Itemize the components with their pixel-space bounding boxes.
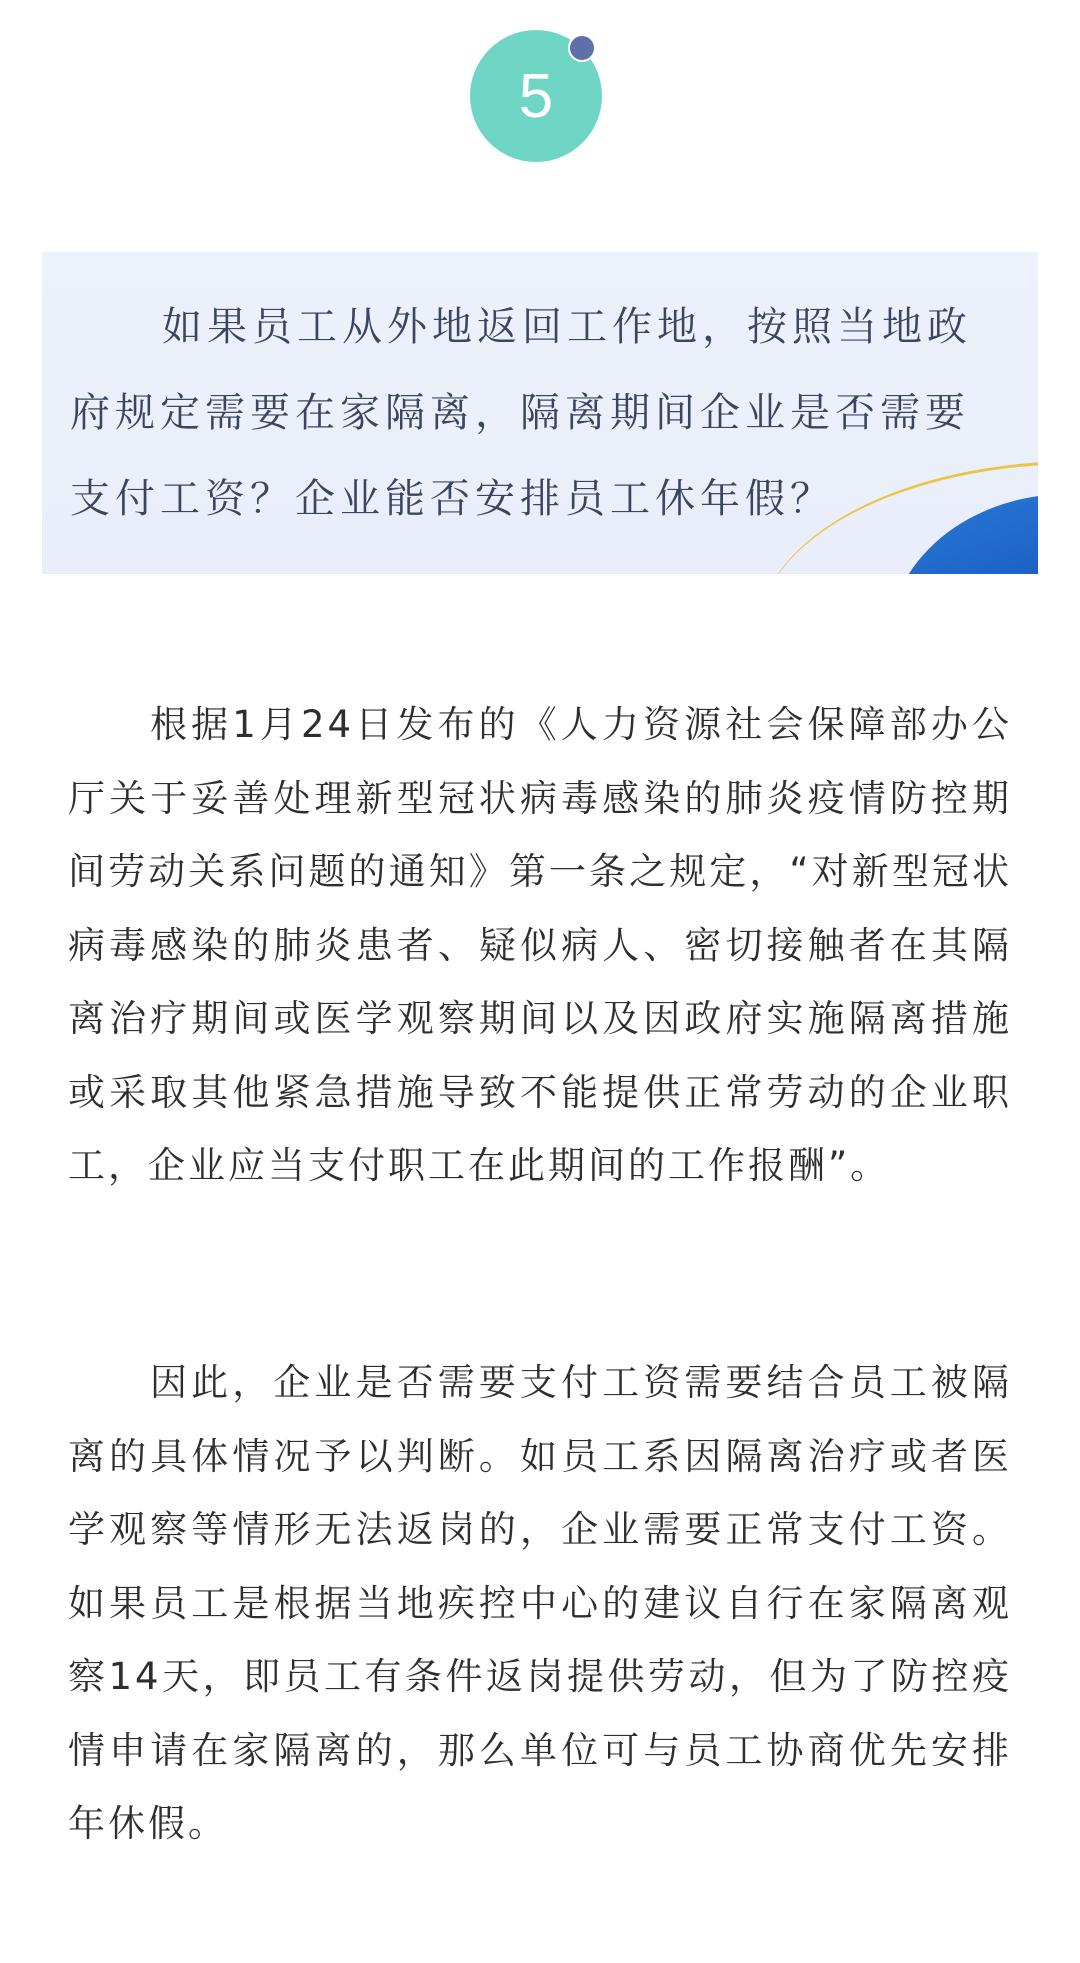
question-text: 如果员工从外地返回工作地，按照当地政府规定需要在家隔离，隔离期间企业是否需要支付工资？企业能否安排员工休年假？: [70, 304, 972, 522]
section-number: 5: [470, 30, 602, 162]
answer-paragraph-1: 根据1月24日发布的《人力资源社会保障部办公厅关于妥善处理新型冠状病毒感染的肺炎疫情防控期间劳动关系问题的通知》第一条之规定，“对新型冠状病毒感染的肺炎患者、疑似病人、密切接触者在其隔离治疗期间或医学观察期间以及因政府实施隔离措施或采取其他紧急措施导致不能提供正常劳动的企业职工，企业应当支付职工在此期间的工作报酬”。: [68, 703, 1012, 1187]
question-card: [42, 252, 1038, 574]
badge-dot-icon: [568, 34, 596, 62]
answer-paragraph-2: 因此，企业是否需要支付工资需要结合员工被隔离的具体情况予以判断。如员工系因隔离治疗或者医学观察等情形无法返岗的，企业需要正常支付工资。如果员工是根据当地疾控中心的建议自行在家隔离观察14天，即员工有条件返岗提供劳动，但为了防控疫情申请在家隔离的，那么单位可与员工协商优先安排年休假。: [68, 1361, 1012, 1845]
section-number-badge: [470, 30, 610, 170]
